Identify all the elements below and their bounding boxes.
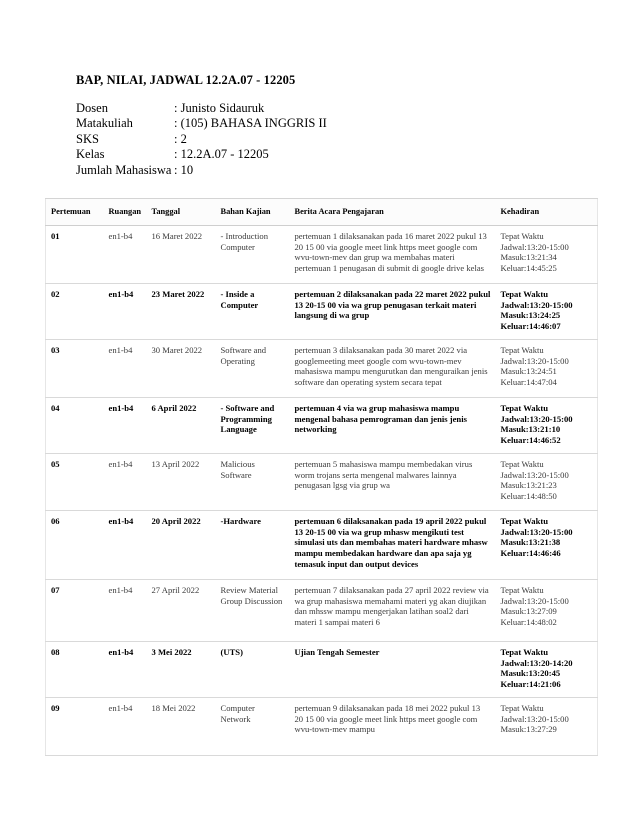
cell-bahan-kajian: Software and Operating bbox=[215, 340, 289, 398]
meta-label: SKS bbox=[76, 131, 99, 146]
table-row bbox=[46, 398, 598, 454]
table-row bbox=[46, 226, 598, 284]
kehadiran-masuk: Masuk:13:27:09 bbox=[500, 606, 557, 617]
cell-ruangan: en1-b4 bbox=[103, 340, 146, 398]
kehadiran-keluar: Keluar:14:46:46 bbox=[500, 548, 561, 559]
header-pertemuan: Pertemuan bbox=[46, 199, 103, 226]
header-ruangan: Ruangan bbox=[103, 199, 146, 226]
cell-berita-acara: pertemuan 9 dilaksanakan pada 18 mei 2022 pukul 13 20 15 00 via google meet link https meet google com wvu-town-mev mampu bbox=[289, 698, 495, 756]
cell-berita-acara: Ujian Tengah Semester bbox=[289, 642, 495, 698]
kehadiran-masuk: Masuk:13:24:51 bbox=[500, 366, 557, 377]
table-header-row bbox=[46, 199, 598, 226]
kehadiran-masuk: Masuk:13:21:34 bbox=[500, 252, 557, 263]
cell-bahan-kajian: (UTS) bbox=[215, 642, 289, 698]
cell-pertemuan: 09 bbox=[46, 698, 103, 756]
table-row bbox=[46, 642, 598, 698]
kehadiran-status: Tepat Waktu bbox=[500, 647, 549, 657]
cell-bahan-kajian: -Hardware bbox=[215, 511, 289, 580]
cell-bahan-kajian: Computer Network bbox=[215, 698, 289, 756]
kehadiran-masuk: Masuk:13:27:29 bbox=[500, 724, 557, 735]
cell-kehadiran bbox=[495, 698, 598, 756]
kehadiran-status: Tepat Waktu bbox=[500, 516, 549, 526]
cell-ruangan: en1-b4 bbox=[103, 698, 146, 756]
cell-pertemuan: 04 bbox=[46, 398, 103, 454]
cell-berita-acara: pertemuan 2 dilaksanakan pada 22 maret 2022 pukul 13 20-15 00 via wa grup penugasan terkait materi langsung di wa grup bbox=[289, 284, 495, 340]
kehadiran-jadwal: Jadwal:13:20-15:00 bbox=[500, 526, 573, 537]
meta-label: Jumlah Mahasiswa bbox=[76, 162, 172, 177]
cell-tanggal: 18 Mei 2022 bbox=[146, 698, 215, 756]
cell-ruangan: en1-b4 bbox=[103, 580, 146, 642]
meta-row-jumlah-mahasiswa bbox=[76, 163, 327, 178]
meta-row-dosen bbox=[76, 101, 327, 116]
kehadiran-keluar: Keluar:14:46:52 bbox=[500, 435, 561, 446]
kehadiran-status: Tepat Waktu bbox=[500, 231, 544, 241]
cell-tanggal: 27 April 2022 bbox=[146, 580, 215, 642]
cell-bahan-kajian: Malicious Software bbox=[215, 454, 289, 511]
kehadiran-keluar: Keluar:14:48:02 bbox=[500, 617, 557, 628]
cell-kehadiran bbox=[495, 454, 598, 511]
cell-pertemuan: 02 bbox=[46, 284, 103, 340]
cell-pertemuan: 03 bbox=[46, 340, 103, 398]
cell-kehadiran bbox=[495, 511, 598, 580]
cell-berita-acara: pertemuan 6 dilaksanakan pada 19 april 2022 pukul 13 20-15 00 via wa grup mhasw mengikuti test simulasi uts dan membahas materi hardware mhasw mampu membedakan hardware dan apa saja yg temasuk input dan output devices bbox=[289, 511, 495, 580]
cell-pertemuan: 07 bbox=[46, 580, 103, 642]
meta-value: : 10 bbox=[174, 162, 194, 177]
cell-pertemuan: 08 bbox=[46, 642, 103, 698]
kehadiran-masuk: Masuk:13:21:23 bbox=[500, 480, 557, 491]
kehadiran-keluar: Keluar:14:47:04 bbox=[500, 377, 557, 388]
cell-bahan-kajian: - Introduction Computer bbox=[215, 226, 289, 284]
cell-bahan-kajian: - Software and Programming Language bbox=[215, 398, 289, 454]
cell-tanggal: 16 Maret 2022 bbox=[146, 226, 215, 284]
kehadiran-jadwal: Jadwal:13:20-15:00 bbox=[500, 241, 569, 252]
cell-tanggal: 20 April 2022 bbox=[146, 511, 215, 580]
header-berita-acara: Berita Acara Pengajaran bbox=[289, 199, 495, 226]
kehadiran-jadwal: Jadwal:13:20-15:00 bbox=[500, 595, 569, 606]
table-row bbox=[46, 454, 598, 511]
course-info bbox=[76, 101, 327, 178]
cell-pertemuan: 01 bbox=[46, 226, 103, 284]
kehadiran-masuk: Masuk:13:24:25 bbox=[500, 310, 561, 321]
cell-kehadiran bbox=[495, 398, 598, 454]
document-title: BAP, NILAI, JADWAL 12.2A.07 - 12205 bbox=[76, 73, 296, 87]
table-row bbox=[46, 511, 598, 580]
cell-ruangan: en1-b4 bbox=[103, 226, 146, 284]
kehadiran-status: Tepat Waktu bbox=[500, 345, 544, 355]
kehadiran-status: Tepat Waktu bbox=[500, 703, 544, 713]
header-bahan-kajian: Bahan Kajian bbox=[215, 199, 289, 226]
cell-kehadiran bbox=[495, 284, 598, 340]
attendance-table-container bbox=[45, 198, 597, 756]
meta-value: : (105) BAHASA INGGRIS II bbox=[174, 116, 327, 131]
meta-label: Kelas bbox=[76, 147, 105, 162]
kehadiran-jadwal: Jadwal:13:20-15:00 bbox=[500, 469, 569, 480]
cell-berita-acara: pertemuan 5 mahasiswa mampu membedakan virus worm trojans serta mengenal malwares lainnya penugasan lgsg via grup wa bbox=[289, 454, 495, 511]
cell-ruangan: en1-b4 bbox=[103, 284, 146, 340]
kehadiran-status: Tepat Waktu bbox=[500, 459, 544, 469]
cell-ruangan: en1-b4 bbox=[103, 642, 146, 698]
kehadiran-jadwal: Jadwal:13:20-15:00 bbox=[500, 413, 573, 424]
meta-row-matakuliah bbox=[76, 116, 327, 131]
cell-kehadiran bbox=[495, 580, 598, 642]
kehadiran-masuk: Masuk:13:21:38 bbox=[500, 537, 561, 548]
kehadiran-jadwal: Jadwal:13:20-14:20 bbox=[500, 657, 573, 668]
table-row bbox=[46, 698, 598, 756]
kehadiran-keluar: Keluar:14:48:50 bbox=[500, 491, 557, 502]
cell-pertemuan: 05 bbox=[46, 454, 103, 511]
cell-berita-acara: pertemuan 4 via wa grup mahasiswa mampu mengenal bahasa pemrograman dan jenis jenis networking bbox=[289, 398, 495, 454]
table-row bbox=[46, 284, 598, 340]
cell-berita-acara: pertemuan 3 dilaksanakan pada 30 maret 2022 via googlemeeting meet google com wvu-town-mev mahasiswa mampu mengurutkan dan menguraikan jenis software dan operating system secara tepat bbox=[289, 340, 495, 398]
meta-row-sks bbox=[76, 132, 327, 147]
meta-value: : Junisto Sidauruk bbox=[174, 101, 265, 115]
cell-kehadiran bbox=[495, 340, 598, 398]
kehadiran-status: Tepat Waktu bbox=[500, 403, 549, 413]
cell-berita-acara: pertemuan 1 dilaksanakan pada 16 maret 2022 pukul 13 20 15 00 via google meet link https meet google com wvu-town-mev dan grup wa membahas materi pertemuan 1 penugasan di submit di google drive kelas bbox=[289, 226, 495, 284]
table-row bbox=[46, 340, 598, 398]
cell-tanggal: 30 Maret 2022 bbox=[146, 340, 215, 398]
header-kehadiran: Kehadiran bbox=[495, 199, 598, 226]
kehadiran-keluar: Keluar:14:46:07 bbox=[500, 321, 561, 332]
kehadiran-status: Tepat Waktu bbox=[500, 289, 549, 299]
cell-bahan-kajian: - Inside a Computer bbox=[215, 284, 289, 340]
kehadiran-jadwal: Jadwal:13:20-15:00 bbox=[500, 299, 573, 310]
cell-bahan-kajian: Review Material Group Discussion bbox=[215, 580, 289, 642]
meta-value: : 2 bbox=[174, 131, 187, 146]
cell-ruangan: en1-b4 bbox=[103, 398, 146, 454]
header-tanggal: Tanggal bbox=[146, 199, 215, 226]
cell-ruangan: en1-b4 bbox=[103, 454, 146, 511]
cell-kehadiran bbox=[495, 226, 598, 284]
kehadiran-status: Tepat Waktu bbox=[500, 585, 544, 595]
kehadiran-jadwal: Jadwal:13:20-15:00 bbox=[500, 713, 569, 724]
cell-tanggal: 6 April 2022 bbox=[146, 398, 215, 454]
meta-label: Matakuliah bbox=[76, 116, 133, 131]
kehadiran-jadwal: Jadwal:13:20-15:00 bbox=[500, 355, 569, 366]
cell-pertemuan: 06 bbox=[46, 511, 103, 580]
table-row bbox=[46, 580, 598, 642]
cell-kehadiran bbox=[495, 642, 598, 698]
kehadiran-masuk: Masuk:13:20:45 bbox=[500, 668, 561, 679]
meta-value: : 12.2A.07 - 12205 bbox=[174, 147, 269, 162]
cell-ruangan: en1-b4 bbox=[103, 511, 146, 580]
cell-tanggal: 13 April 2022 bbox=[146, 454, 215, 511]
cell-tanggal: 3 Mei 2022 bbox=[146, 642, 215, 698]
meta-label: Dosen bbox=[76, 101, 108, 115]
kehadiran-keluar: Keluar:14:21:06 bbox=[500, 679, 561, 690]
cell-tanggal: 23 Maret 2022 bbox=[146, 284, 215, 340]
attendance-table bbox=[45, 198, 598, 756]
cell-berita-acara: pertemuan 7 dilaksanakan pada 27 april 2022 review via wa grup mahasiswa memahami materi yg akan diujikan dan mhssw mampu mengerjakan latihan soal2 dari materi 1 sampai materi 6 bbox=[289, 580, 495, 642]
kehadiran-masuk: Masuk:13:21:10 bbox=[500, 424, 561, 435]
kehadiran-keluar: Keluar:14:45:25 bbox=[500, 263, 557, 274]
meta-row-kelas bbox=[76, 147, 327, 162]
